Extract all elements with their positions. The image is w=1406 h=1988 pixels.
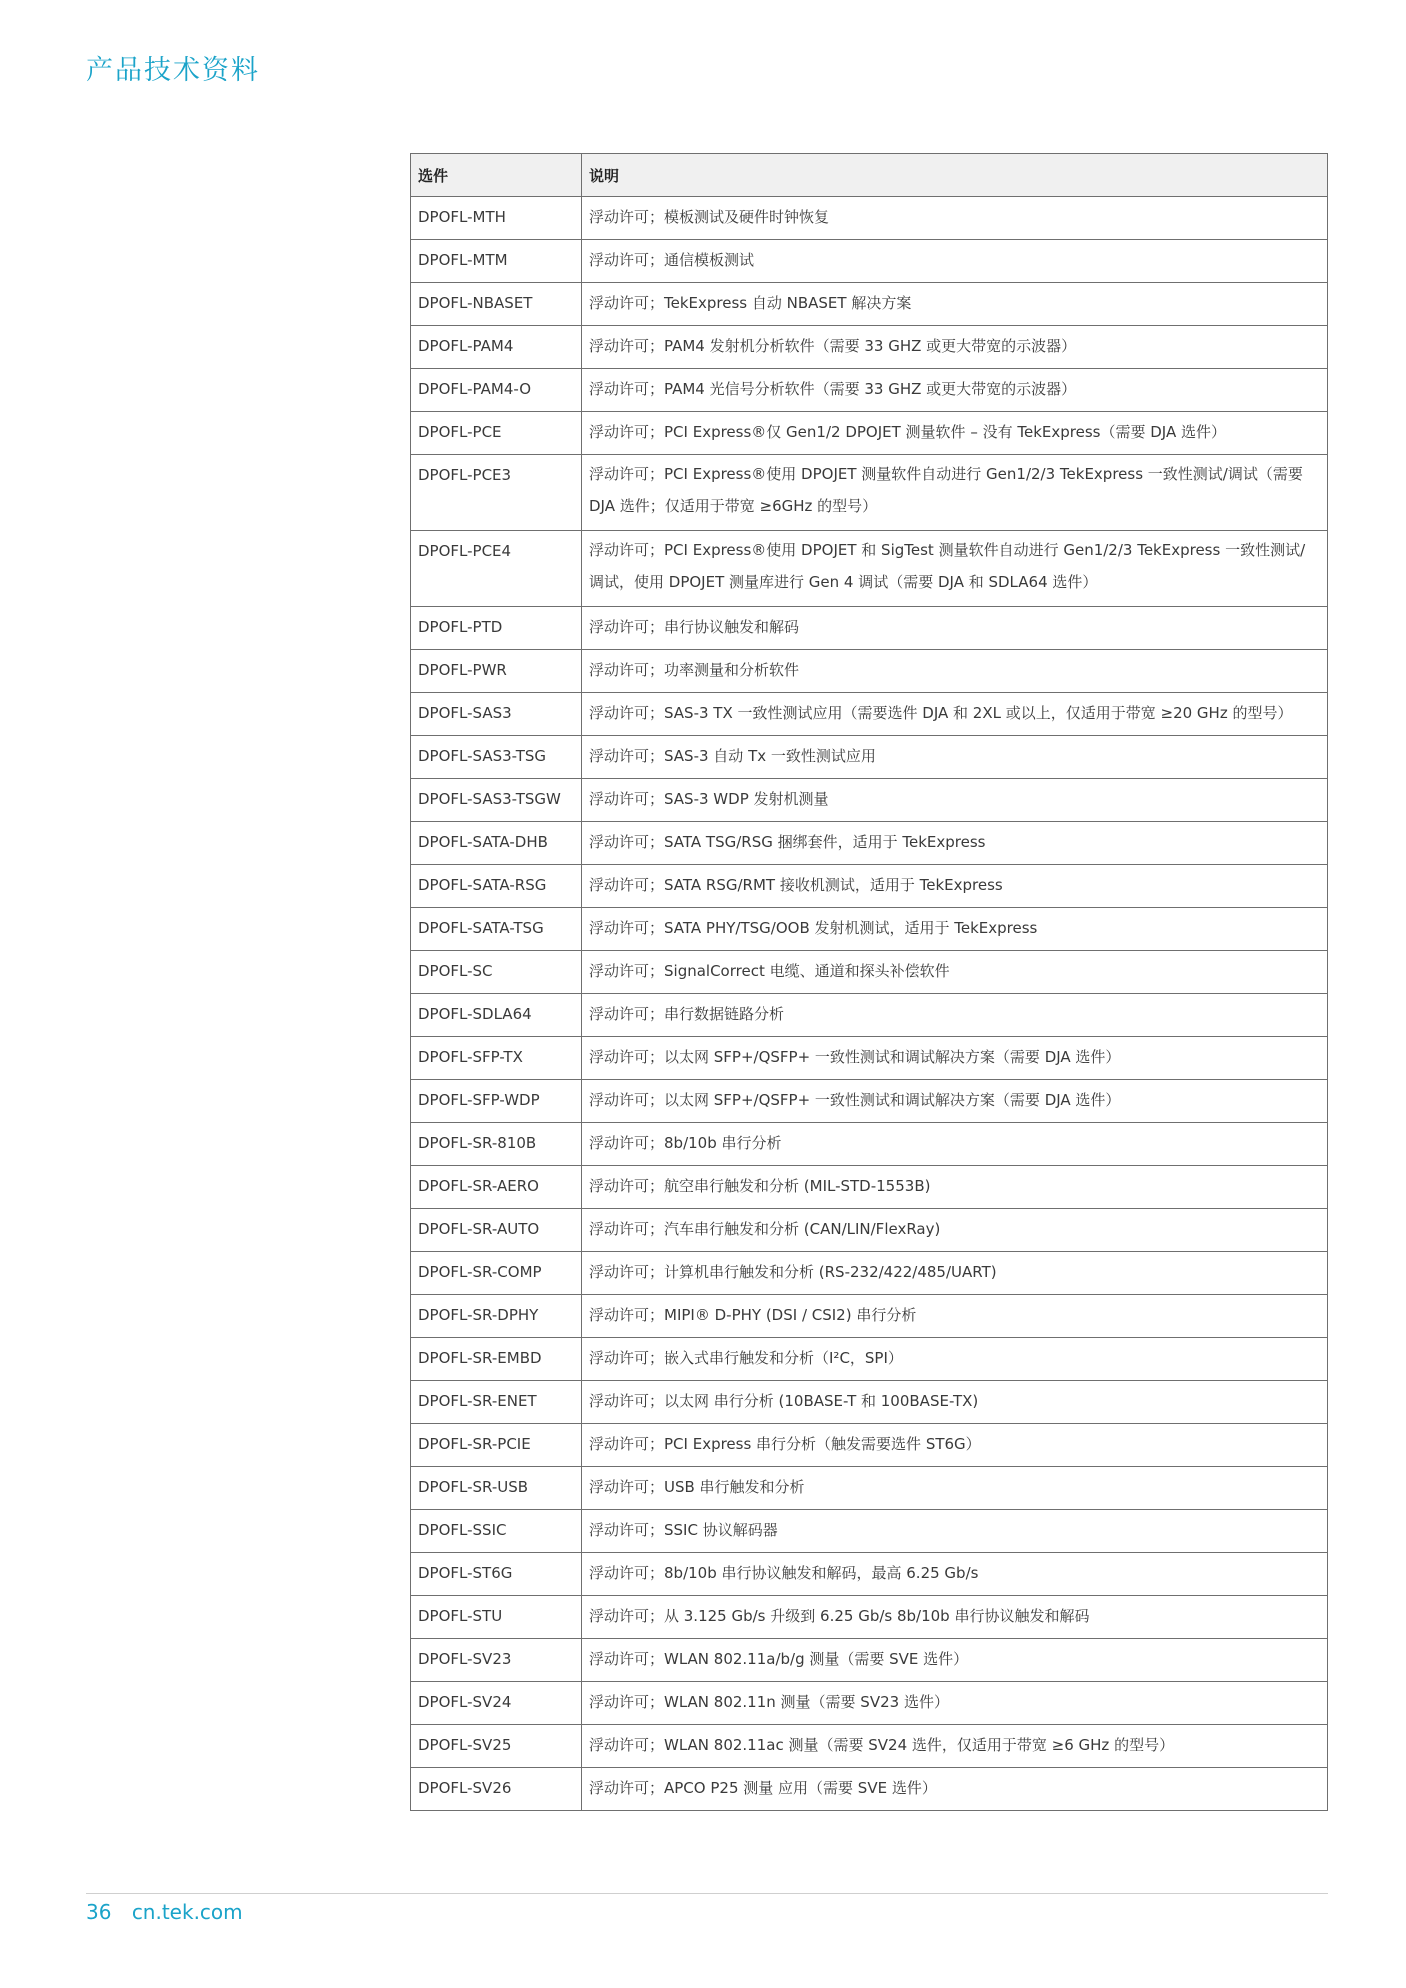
description-cell: 浮动许可；TekExpress 自动 NBASET 解决方案 [582, 283, 1328, 326]
description-cell: 浮动许可；以太网 串行分析 (10BASE-T 和 100BASE-TX) [582, 1381, 1328, 1424]
option-cell: DPOFL-NBASET [411, 283, 582, 326]
table-row [411, 455, 1328, 531]
option-cell: DPOFL-PAM4 [411, 326, 582, 369]
option-cell: DPOFL-SAS3-TSG [411, 736, 582, 779]
option-cell: DPOFL-SR-COMP [411, 1252, 582, 1295]
option-cell: DPOFL-MTH [411, 197, 582, 240]
option-cell: DPOFL-PCE3 [411, 455, 582, 531]
description-cell: 浮动许可；PCI Express®仅 Gen1/2 DPOJET 测量软件 – 没有 TekExpress（需要 DJA 选件） [582, 412, 1328, 455]
option-cell: DPOFL-SR-810B [411, 1123, 582, 1166]
description-cell: 浮动许可；SATA PHY/TSG/OOB 发射机测试，适用于 TekExpress [582, 908, 1328, 951]
option-cell: DPOFL-STU [411, 1596, 582, 1639]
option-cell: DPOFL-SATA-DHB [411, 822, 582, 865]
option-cell: DPOFL-SAS3-TSGW [411, 779, 582, 822]
description-cell: 浮动许可；以太网 SFP+/QSFP+ 一致性测试和调试解决方案（需要 DJA 选件） [582, 1080, 1328, 1123]
option-cell: DPOFL-SATA-RSG [411, 865, 582, 908]
table-row [411, 1467, 1328, 1510]
page-title: 产品技术资料 [86, 55, 260, 86]
description-cell: 浮动许可；模板测试及硬件时钟恢复 [582, 197, 1328, 240]
table-row [411, 951, 1328, 994]
option-cell: DPOFL-SR-AUTO [411, 1209, 582, 1252]
option-cell: DPOFL-SAS3 [411, 693, 582, 736]
option-cell: DPOFL-SSIC [411, 1510, 582, 1553]
table-row [411, 1209, 1328, 1252]
options-table [410, 153, 1328, 1811]
option-cell: DPOFL-SR-PCIE [411, 1424, 582, 1467]
page-number: 36 [86, 1900, 112, 1924]
option-cell: DPOFL-ST6G [411, 1553, 582, 1596]
table-row [411, 283, 1328, 326]
table-row [411, 1123, 1328, 1166]
table-row [411, 1338, 1328, 1381]
table-row [411, 1295, 1328, 1338]
footer [86, 1900, 243, 1924]
option-cell: DPOFL-SC [411, 951, 582, 994]
option-cell: DPOFL-SR-USB [411, 1467, 582, 1510]
table-row [411, 531, 1328, 607]
description-cell: 浮动许可；计算机串行触发和分析 (RS-232/422/485/UART) [582, 1252, 1328, 1295]
table-row [411, 1596, 1328, 1639]
option-cell: DPOFL-SFP-WDP [411, 1080, 582, 1123]
table-header-row [411, 154, 1328, 197]
option-cell: DPOFL-SATA-TSG [411, 908, 582, 951]
table-row [411, 1639, 1328, 1682]
description-cell: 浮动许可；MIPI® D-PHY (DSI / CSI2) 串行分析 [582, 1295, 1328, 1338]
table-row [411, 779, 1328, 822]
description-cell: 浮动许可；8b/10b 串行分析 [582, 1123, 1328, 1166]
table-row [411, 1768, 1328, 1811]
description-cell: 浮动许可；汽车串行触发和分析 (CAN/LIN/FlexRay) [582, 1209, 1328, 1252]
description-cell: 浮动许可；PCI Express®使用 DPOJET 和 SigTest 测量软件自动进行 Gen1/2/3 TekExpress 一致性测试/调试，使用 DPOJET 测量库进行 Gen 4 调试（需要 DJA 和 SDLA64 选件） [582, 531, 1328, 607]
table-row [411, 1166, 1328, 1209]
description-cell: 浮动许可；WLAN 802.11a/b/g 测量（需要 SVE 选件） [582, 1639, 1328, 1682]
description-cell: 浮动许可；PCI Express®使用 DPOJET 测量软件自动进行 Gen1/2/3 TekExpress 一致性测试/调试（需要 DJA 选件；仅适用于带宽 ≥6GHz 的型号） [582, 455, 1328, 531]
option-cell: DPOFL-SV26 [411, 1768, 582, 1811]
column-header-description: 说明 [582, 154, 1328, 197]
table-row [411, 1553, 1328, 1596]
option-cell: DPOFL-SV24 [411, 1682, 582, 1725]
description-cell: 浮动许可；SignalCorrect 电缆、通道和探头补偿软件 [582, 951, 1328, 994]
option-cell: DPOFL-SR-EMBD [411, 1338, 582, 1381]
table-row [411, 607, 1328, 650]
table-row [411, 1510, 1328, 1553]
description-cell: 浮动许可；SAS-3 自动 Tx 一致性测试应用 [582, 736, 1328, 779]
table-row [411, 412, 1328, 455]
table-row [411, 650, 1328, 693]
description-cell: 浮动许可；航空串行触发和分析 (MIL-STD-1553B) [582, 1166, 1328, 1209]
table-row [411, 865, 1328, 908]
description-cell: 浮动许可；串行数据链路分析 [582, 994, 1328, 1037]
table-row [411, 822, 1328, 865]
table-row [411, 197, 1328, 240]
description-cell: 浮动许可；以太网 SFP+/QSFP+ 一致性测试和调试解决方案（需要 DJA 选件） [582, 1037, 1328, 1080]
table-row [411, 1725, 1328, 1768]
table-row [411, 908, 1328, 951]
table-row [411, 240, 1328, 283]
description-cell: 浮动许可；SATA RSG/RMT 接收机测试，适用于 TekExpress [582, 865, 1328, 908]
description-cell: 浮动许可；APCO P25 测量 应用（需要 SVE 选件） [582, 1768, 1328, 1811]
description-cell: 浮动许可；SATA TSG/RSG 捆绑套件，适用于 TekExpress [582, 822, 1328, 865]
option-cell: DPOFL-SR-ENET [411, 1381, 582, 1424]
option-cell: DPOFL-MTM [411, 240, 582, 283]
description-cell: 浮动许可；SSIC 协议解码器 [582, 1510, 1328, 1553]
table-row [411, 1037, 1328, 1080]
table-row [411, 693, 1328, 736]
description-cell: 浮动许可；通信模板测试 [582, 240, 1328, 283]
description-cell: 浮动许可；USB 串行触发和分析 [582, 1467, 1328, 1510]
option-cell: DPOFL-SFP-TX [411, 1037, 582, 1080]
description-cell: 浮动许可；8b/10b 串行协议触发和解码，最高 6.25 Gb/s [582, 1553, 1328, 1596]
option-cell: DPOFL-SR-AERO [411, 1166, 582, 1209]
option-cell: DPOFL-SV25 [411, 1725, 582, 1768]
option-cell: DPOFL-PCE [411, 412, 582, 455]
option-cell: DPOFL-SDLA64 [411, 994, 582, 1037]
description-cell: 浮动许可；WLAN 802.11n 测量（需要 SV23 选件） [582, 1682, 1328, 1725]
description-cell: 浮动许可；功率测量和分析软件 [582, 650, 1328, 693]
table-row [411, 326, 1328, 369]
column-header-option: 选件 [411, 154, 582, 197]
description-cell: 浮动许可；PAM4 光信号分析软件（需要 33 GHZ 或更大带宽的示波器） [582, 369, 1328, 412]
table-row [411, 1381, 1328, 1424]
table-row [411, 1424, 1328, 1467]
option-cell: DPOFL-PWR [411, 650, 582, 693]
description-cell: 浮动许可；PCI Express 串行分析（触发需要选件 ST6G） [582, 1424, 1328, 1467]
footer-divider [86, 1893, 1328, 1894]
table-row [411, 1682, 1328, 1725]
description-cell: 浮动许可；WLAN 802.11ac 测量（需要 SV24 选件，仅适用于带宽 ≥6 GHz 的型号） [582, 1725, 1328, 1768]
table-row [411, 736, 1328, 779]
table-row [411, 1080, 1328, 1123]
option-cell: DPOFL-SR-DPHY [411, 1295, 582, 1338]
table-row [411, 1252, 1328, 1295]
option-cell: DPOFL-PTD [411, 607, 582, 650]
option-cell: DPOFL-PAM4-O [411, 369, 582, 412]
description-cell: 浮动许可；SAS-3 WDP 发射机测量 [582, 779, 1328, 822]
option-cell: DPOFL-PCE4 [411, 531, 582, 607]
description-cell: 浮动许可；串行协议触发和解码 [582, 607, 1328, 650]
description-cell: 浮动许可；PAM4 发射机分析软件（需要 33 GHZ 或更大带宽的示波器） [582, 326, 1328, 369]
option-cell: DPOFL-SV23 [411, 1639, 582, 1682]
table-row [411, 994, 1328, 1037]
description-cell: 浮动许可；SAS-3 TX 一致性测试应用（需要选件 DJA 和 2XL 或以上，仅适用于带宽 ≥20 GHz 的型号） [582, 693, 1328, 736]
description-cell: 浮动许可；从 3.125 Gb/s 升级到 6.25 Gb/s 8b/10b 串行协议触发和解码 [582, 1596, 1328, 1639]
description-cell: 浮动许可；嵌入式串行触发和分析（I²C，SPI） [582, 1338, 1328, 1381]
site-link[interactable]: cn.tek.com [131, 1900, 243, 1924]
table-row [411, 369, 1328, 412]
